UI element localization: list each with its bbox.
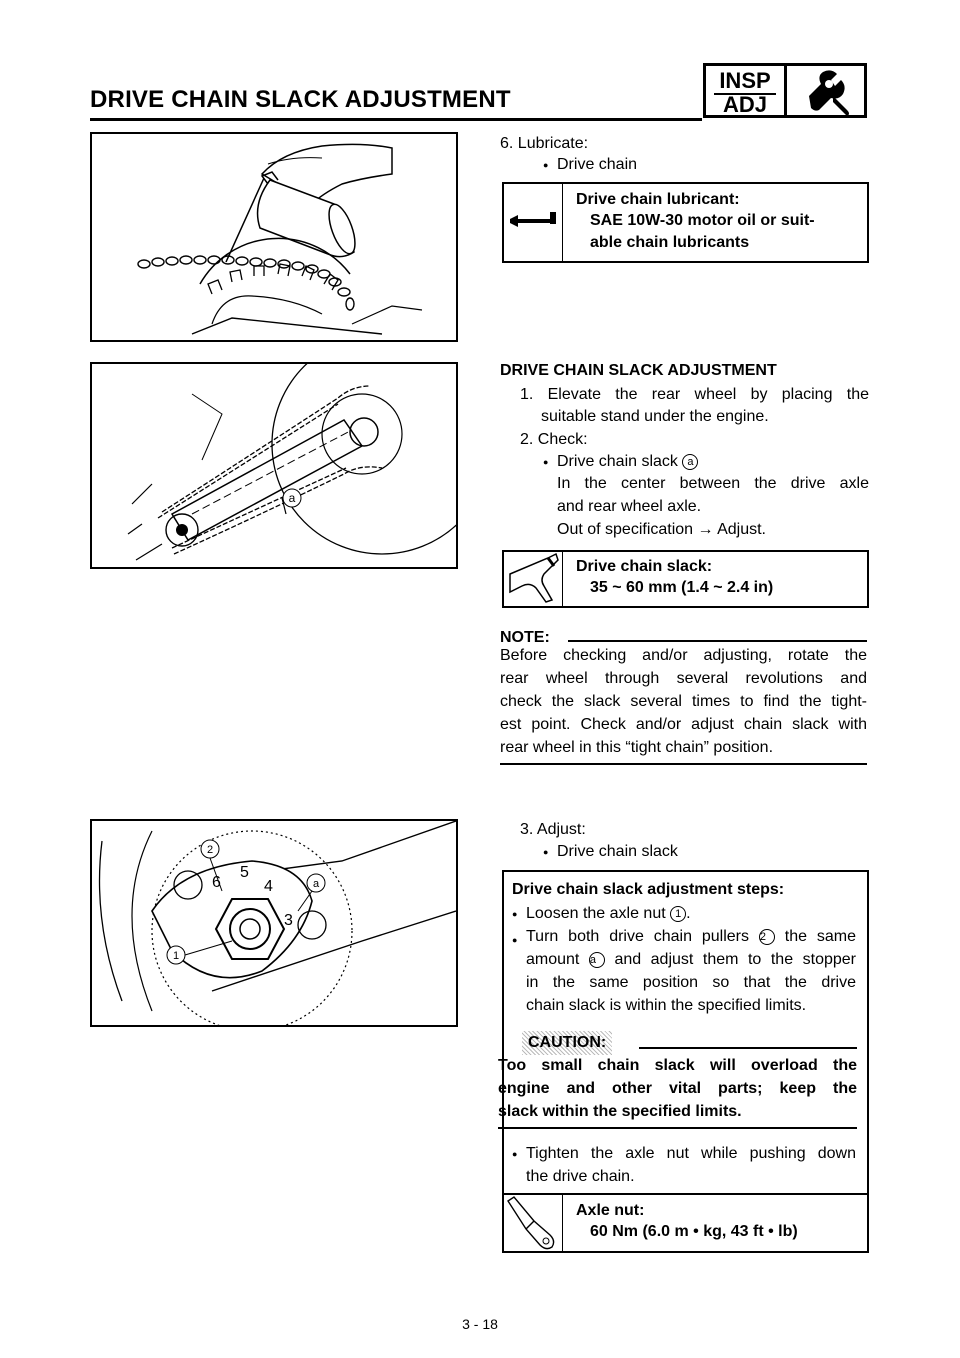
step2-heading: 2. Check: [520,431,588,448]
step2-line3: Out of specification → Adjust. [557,521,766,538]
figure-chain-puller [90,819,458,1027]
note-line4: est point. Check and/or adjust chain slack with [500,716,867,733]
badge-insp: INSP [719,68,771,93]
lubricant-spec-box [502,182,869,263]
page-header-title: DRIVE CHAIN SLACK ADJUSTMENT [90,86,511,113]
svg-text:6: 6 [212,874,221,891]
fig3-label-a: a [312,878,320,890]
lubricant-icon [504,184,563,261]
insp-adj-badge [703,63,787,118]
torque-label: Axle nut: [576,1202,645,1219]
steps-title: Drive chain slack adjustment steps: [512,881,785,898]
caution-rule-top [639,1047,857,1049]
torque-wrench-icon [504,1195,563,1251]
step2-line1: In the center between the drive axle [557,475,869,492]
note-rule-top [568,640,867,642]
fig3-label-1: 1 [172,950,180,962]
adjustment-steps-box [498,870,869,1195]
slack-spec-box [502,550,869,608]
step3-heading: 3. Adjust: [520,821,586,838]
steps-bullet2: Turn both drive chain pullers 2 the same [526,928,856,945]
step2-line2: and rear wheel axle. [557,498,702,515]
step3-bullet: ● Drive chain slack [557,840,678,864]
step6-bullet: ● Drive chain [557,153,637,177]
wrench-icon [787,63,867,118]
steps-bullet1: ● Loosen the axle nut 1 . [526,902,691,926]
steps-bullet3: ● Tighten the axle nut while pushing down [526,1142,856,1166]
step6-heading: 6. Lubricate: [500,135,589,152]
fig2-label-a: a [288,491,296,505]
page-number: 3 - 18 [462,1316,498,1332]
slack-label: Drive chain slack: [576,558,713,575]
torque-value: 60 Nm (6.0 m • kg, 43 ft • lb) [590,1223,798,1240]
note-line2: rear wheel through several revolutions and [500,670,867,687]
note-label: NOTE: [500,629,550,646]
step1-line2: suitable stand under the engine. [541,408,769,425]
caution-line1: Too small chain slack will overload the [498,1057,857,1074]
step2-bullet: ● Drive chain slack a [557,450,698,474]
caution-line2: engine and other vital parts; keep the [498,1080,857,1097]
note-line3: check the slack several times to find the tight- [500,693,867,710]
section-title: DRIVE CHAIN SLACK ADJUSTMENT [500,362,777,379]
header-rule [90,118,702,121]
steps-bullet3-line2: the drive chain. [526,1168,635,1185]
caliper-icon [504,552,563,606]
badge-adj: ADJ [722,92,767,117]
svg-text:3: 3 [284,912,293,929]
note-rule-bottom [500,763,867,765]
torque-spec-box [502,1193,869,1253]
steps-bullet2-line4: chain slack is within the specified limits. [526,997,807,1014]
steps-bullet2-line2: amount a and adjust them to the stopper [526,951,856,968]
caution-rule-bottom [498,1127,857,1129]
svg-text:5: 5 [240,864,249,881]
figure-chain-lubrication [90,132,458,342]
svg-text:4: 4 [264,878,273,895]
note-line5: rear wheel in this “tight chain” position. [500,739,774,756]
lubricant-label: Drive chain lubricant: [576,191,740,208]
caution-line3: slack within the specified limits. [498,1103,742,1120]
step1-line1: 1. Elevate the rear wheel by placing the [520,386,869,403]
caution-label: CAUTION: [522,1031,612,1055]
figure-chain-slack [90,362,458,569]
lubricant-line2: able chain lubricants [590,234,750,251]
marker-a: a [682,454,698,470]
slack-value: 35 ~ 60 mm (1.4 ~ 2.4 in) [590,579,774,596]
lubricant-line1: SAE 10W-30 motor oil or suit- [590,212,815,229]
steps-bullet2-line3: in the same position so that the drive [526,974,856,991]
note-line1: Before checking and/or adjusting, rotate the [500,647,867,664]
fig3-label-2: 2 [206,844,214,856]
